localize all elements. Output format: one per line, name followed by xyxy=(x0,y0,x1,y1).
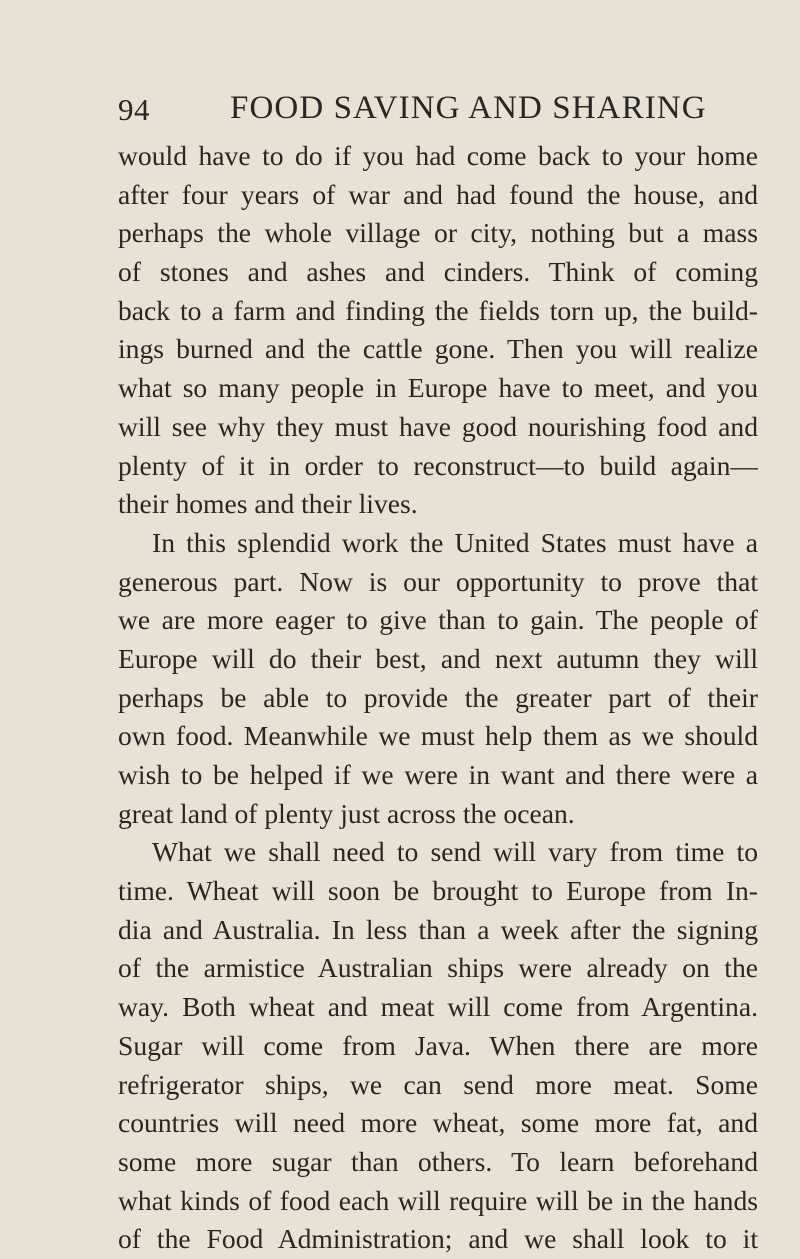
text-line: of the Food Administration; and we shall look to it xyxy=(118,1223,758,1255)
text-line: what so many people in Europe have to meet, and you xyxy=(118,372,758,404)
text-line: perhaps the whole village or city, nothing but a mass xyxy=(118,217,758,249)
text-line: some more sugar than others. To learn beforehand xyxy=(118,1145,758,1177)
text-line: their homes and their lives. xyxy=(118,488,418,520)
text-line: would have to do if you had come back to your home xyxy=(118,140,758,171)
text-line: will see why they must have good nourishing food and xyxy=(118,410,758,442)
text-line: after four years of war and had found the house, and xyxy=(118,178,758,210)
text-line: we are more eager to give than to gain. The people of xyxy=(118,604,758,636)
text-line: Europe will do their best, and next autumn they will xyxy=(118,642,758,674)
text-line: refrigerator ships, we can send more meat. Some xyxy=(118,1068,758,1100)
text-line: of the armistice Australian ships were already on the xyxy=(118,952,758,984)
text-line: Sugar will come from Java. When there are more xyxy=(118,1029,758,1061)
text-line: own food. Meanwhile we must help them as we should xyxy=(118,720,758,752)
text-line: What we shall need to send will vary from time to xyxy=(152,836,758,868)
text-line: of stones and ashes and cinders. Think of coming xyxy=(118,256,758,288)
text-line: generous part. Now is our opportunity to prove that xyxy=(118,565,758,597)
body-text xyxy=(118,137,758,1259)
text-line: way. Both wheat and meat will come from Argentina. xyxy=(118,991,758,1023)
page-header xyxy=(118,90,758,138)
text-line: time. Wheat will soon be brought to Europe from In- xyxy=(118,875,758,907)
text-line: dia and Australia. In less than a week after the signing xyxy=(118,913,758,945)
running-head: FOOD SAVING AND SHARING xyxy=(230,90,707,126)
text-line: back to a farm and finding the fields torn up, the build- xyxy=(118,294,758,326)
text-line: wish to be helped if we were in want and there were a xyxy=(118,759,758,790)
text-line: ings burned and the cattle gone. Then you will realize xyxy=(118,333,758,365)
text-line: what kinds of food each will require will be in the hands xyxy=(118,1184,758,1216)
text-line: plenty of it in order to reconstruct—to build again— xyxy=(118,449,758,481)
text-line: great land of plenty just across the ocean. xyxy=(118,797,575,829)
text-line: countries will need more wheat, some more fat, and xyxy=(118,1107,758,1139)
text-line: In this splendid work the United States must have a xyxy=(152,526,758,558)
text-line: perhaps be able to provide the greater part of their xyxy=(118,681,758,713)
page-number: 94 xyxy=(118,92,150,127)
